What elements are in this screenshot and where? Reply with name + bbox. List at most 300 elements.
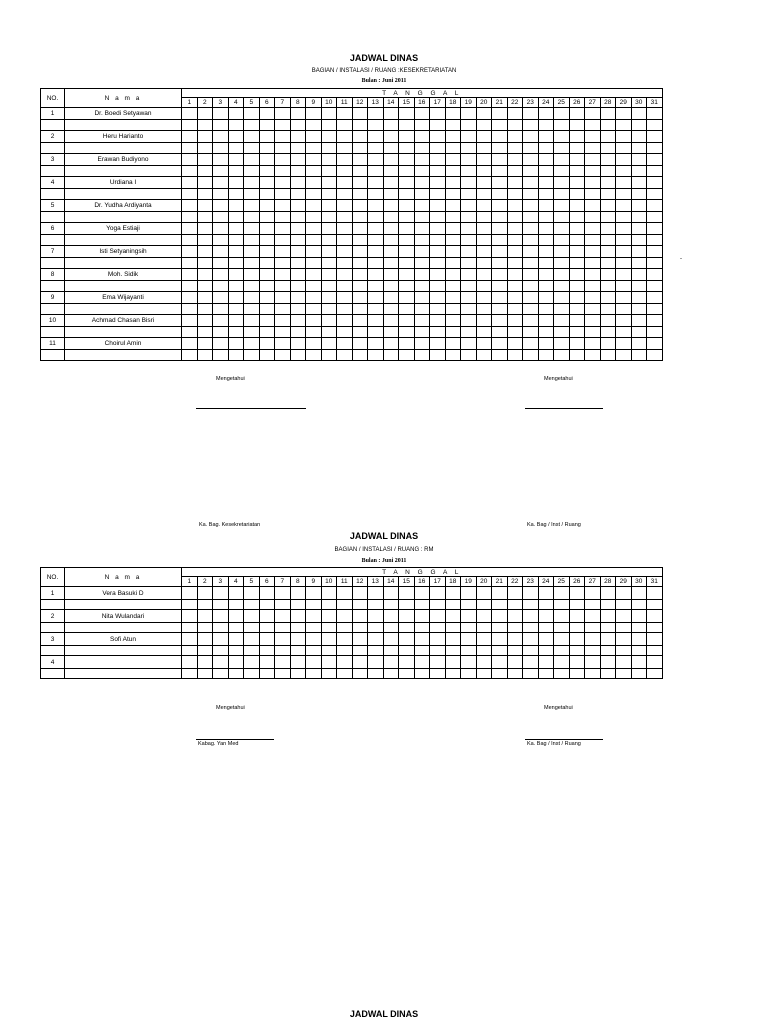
schedule-cell[interactable] xyxy=(352,315,368,327)
schedule-cell[interactable] xyxy=(321,246,337,258)
schedule-cell[interactable] xyxy=(306,154,322,166)
schedule-cell[interactable] xyxy=(647,338,663,350)
schedule-cell[interactable] xyxy=(569,177,585,189)
schedule-cell[interactable] xyxy=(275,154,291,166)
schedule-cell[interactable] xyxy=(600,223,616,235)
schedule-cell[interactable] xyxy=(337,223,353,235)
schedule-cell[interactable] xyxy=(213,338,229,350)
schedule-cell[interactable] xyxy=(290,656,306,669)
schedule-cell[interactable] xyxy=(600,338,616,350)
schedule-cell[interactable] xyxy=(197,610,213,623)
schedule-cell[interactable] xyxy=(600,587,616,600)
schedule-cell[interactable] xyxy=(631,177,647,189)
schedule-cell[interactable] xyxy=(523,338,539,350)
schedule-cell[interactable] xyxy=(616,338,632,350)
schedule-cell[interactable] xyxy=(306,269,322,281)
schedule-cell[interactable] xyxy=(213,177,229,189)
schedule-cell[interactable] xyxy=(197,656,213,669)
schedule-cell[interactable] xyxy=(414,315,430,327)
schedule-cell[interactable] xyxy=(321,587,337,600)
schedule-cell[interactable] xyxy=(492,587,508,600)
schedule-cell[interactable] xyxy=(616,131,632,143)
schedule-cell[interactable] xyxy=(337,177,353,189)
schedule-cell[interactable] xyxy=(399,154,415,166)
schedule-cell[interactable] xyxy=(383,656,399,669)
schedule-cell[interactable] xyxy=(368,177,384,189)
schedule-cell[interactable] xyxy=(197,315,213,327)
schedule-cell[interactable] xyxy=(352,292,368,304)
schedule-cell[interactable] xyxy=(523,315,539,327)
schedule-cell[interactable] xyxy=(445,633,461,646)
schedule-cell[interactable] xyxy=(213,223,229,235)
schedule-cell[interactable] xyxy=(399,246,415,258)
schedule-cell[interactable] xyxy=(538,315,554,327)
schedule-cell[interactable] xyxy=(523,587,539,600)
schedule-cell[interactable] xyxy=(259,131,275,143)
schedule-cell[interactable] xyxy=(414,587,430,600)
schedule-cell[interactable] xyxy=(616,154,632,166)
schedule-cell[interactable] xyxy=(538,269,554,281)
schedule-cell[interactable] xyxy=(352,656,368,669)
schedule-cell[interactable] xyxy=(383,587,399,600)
schedule-cell[interactable] xyxy=(306,131,322,143)
schedule-cell[interactable] xyxy=(321,223,337,235)
schedule-cell[interactable] xyxy=(476,610,492,623)
schedule-cell[interactable] xyxy=(352,269,368,281)
schedule-cell[interactable] xyxy=(554,154,570,166)
schedule-cell[interactable] xyxy=(197,108,213,120)
schedule-cell[interactable] xyxy=(430,315,446,327)
schedule-cell[interactable] xyxy=(290,223,306,235)
schedule-cell[interactable] xyxy=(554,177,570,189)
schedule-cell[interactable] xyxy=(228,223,244,235)
schedule-cell[interactable] xyxy=(352,131,368,143)
schedule-cell[interactable] xyxy=(275,223,291,235)
schedule-cell[interactable] xyxy=(492,292,508,304)
schedule-cell[interactable] xyxy=(321,177,337,189)
schedule-cell[interactable] xyxy=(259,154,275,166)
schedule-cell[interactable] xyxy=(430,587,446,600)
schedule-cell[interactable] xyxy=(383,177,399,189)
schedule-cell[interactable] xyxy=(275,246,291,258)
schedule-cell[interactable] xyxy=(554,610,570,623)
schedule-cell[interactable] xyxy=(244,246,260,258)
schedule-cell[interactable] xyxy=(631,587,647,600)
schedule-cell[interactable] xyxy=(585,338,601,350)
schedule-cell[interactable] xyxy=(492,269,508,281)
schedule-cell[interactable] xyxy=(244,292,260,304)
schedule-cell[interactable] xyxy=(321,656,337,669)
schedule-cell[interactable] xyxy=(616,246,632,258)
schedule-cell[interactable] xyxy=(430,610,446,623)
schedule-cell[interactable] xyxy=(430,633,446,646)
schedule-cell[interactable] xyxy=(445,315,461,327)
schedule-cell[interactable] xyxy=(430,656,446,669)
schedule-cell[interactable] xyxy=(647,292,663,304)
schedule-cell[interactable] xyxy=(461,315,477,327)
schedule-cell[interactable] xyxy=(616,315,632,327)
schedule-cell[interactable] xyxy=(616,656,632,669)
schedule-cell[interactable] xyxy=(306,633,322,646)
schedule-cell[interactable] xyxy=(399,131,415,143)
schedule-cell[interactable] xyxy=(414,656,430,669)
schedule-cell[interactable] xyxy=(182,200,198,212)
schedule-cell[interactable] xyxy=(647,177,663,189)
schedule-cell[interactable] xyxy=(244,269,260,281)
schedule-cell[interactable] xyxy=(554,338,570,350)
schedule-cell[interactable] xyxy=(569,587,585,600)
schedule-cell[interactable] xyxy=(399,292,415,304)
schedule-cell[interactable] xyxy=(197,154,213,166)
schedule-cell[interactable] xyxy=(399,108,415,120)
schedule-cell[interactable] xyxy=(569,610,585,623)
schedule-cell[interactable] xyxy=(244,656,260,669)
schedule-cell[interactable] xyxy=(228,656,244,669)
schedule-cell[interactable] xyxy=(259,269,275,281)
schedule-cell[interactable] xyxy=(445,177,461,189)
schedule-cell[interactable] xyxy=(399,338,415,350)
schedule-cell[interactable] xyxy=(461,177,477,189)
schedule-cell[interactable] xyxy=(445,154,461,166)
schedule-cell[interactable] xyxy=(585,177,601,189)
schedule-cell[interactable] xyxy=(523,633,539,646)
schedule-cell[interactable] xyxy=(182,587,198,600)
schedule-cell[interactable] xyxy=(600,315,616,327)
schedule-cell[interactable] xyxy=(275,131,291,143)
schedule-cell[interactable] xyxy=(569,223,585,235)
schedule-cell[interactable] xyxy=(554,131,570,143)
schedule-cell[interactable] xyxy=(383,246,399,258)
schedule-cell[interactable] xyxy=(631,315,647,327)
schedule-cell[interactable] xyxy=(182,315,198,327)
schedule-cell[interactable] xyxy=(368,223,384,235)
schedule-cell[interactable] xyxy=(476,292,492,304)
schedule-cell[interactable] xyxy=(197,292,213,304)
schedule-cell[interactable] xyxy=(523,131,539,143)
schedule-cell[interactable] xyxy=(383,610,399,623)
schedule-cell[interactable] xyxy=(414,200,430,212)
schedule-cell[interactable] xyxy=(538,610,554,623)
schedule-cell[interactable] xyxy=(631,200,647,212)
schedule-cell[interactable] xyxy=(461,587,477,600)
schedule-cell[interactable] xyxy=(306,610,322,623)
schedule-cell[interactable] xyxy=(445,269,461,281)
schedule-cell[interactable] xyxy=(182,246,198,258)
schedule-cell[interactable] xyxy=(507,200,523,212)
schedule-cell[interactable] xyxy=(182,338,198,350)
schedule-cell[interactable] xyxy=(259,200,275,212)
schedule-cell[interactable] xyxy=(631,656,647,669)
schedule-cell[interactable] xyxy=(213,200,229,212)
schedule-cell[interactable] xyxy=(414,154,430,166)
schedule-cell[interactable] xyxy=(492,108,508,120)
schedule-cell[interactable] xyxy=(461,633,477,646)
schedule-cell[interactable] xyxy=(259,610,275,623)
schedule-cell[interactable] xyxy=(259,177,275,189)
schedule-cell[interactable] xyxy=(647,315,663,327)
schedule-cell[interactable] xyxy=(538,587,554,600)
schedule-cell[interactable] xyxy=(616,177,632,189)
schedule-cell[interactable] xyxy=(492,315,508,327)
schedule-cell[interactable] xyxy=(321,292,337,304)
schedule-cell[interactable] xyxy=(290,315,306,327)
schedule-cell[interactable] xyxy=(631,292,647,304)
schedule-cell[interactable] xyxy=(213,246,229,258)
schedule-cell[interactable] xyxy=(275,108,291,120)
schedule-cell[interactable] xyxy=(461,154,477,166)
schedule-cell[interactable] xyxy=(569,338,585,350)
schedule-cell[interactable] xyxy=(538,154,554,166)
schedule-cell[interactable] xyxy=(476,223,492,235)
schedule-cell[interactable] xyxy=(631,154,647,166)
schedule-cell[interactable] xyxy=(321,315,337,327)
schedule-cell[interactable] xyxy=(213,587,229,600)
schedule-cell[interactable] xyxy=(275,315,291,327)
schedule-cell[interactable] xyxy=(507,587,523,600)
schedule-cell[interactable] xyxy=(228,108,244,120)
schedule-cell[interactable] xyxy=(569,656,585,669)
schedule-cell[interactable] xyxy=(244,587,260,600)
schedule-cell[interactable] xyxy=(492,246,508,258)
schedule-cell[interactable] xyxy=(352,587,368,600)
schedule-cell[interactable] xyxy=(430,246,446,258)
schedule-cell[interactable] xyxy=(352,108,368,120)
schedule-cell[interactable] xyxy=(523,292,539,304)
schedule-cell[interactable] xyxy=(616,292,632,304)
schedule-cell[interactable] xyxy=(213,610,229,623)
schedule-cell[interactable] xyxy=(228,633,244,646)
schedule-cell[interactable] xyxy=(337,269,353,281)
schedule-cell[interactable] xyxy=(600,610,616,623)
schedule-cell[interactable] xyxy=(507,315,523,327)
schedule-cell[interactable] xyxy=(631,223,647,235)
schedule-cell[interactable] xyxy=(647,223,663,235)
schedule-cell[interactable] xyxy=(461,338,477,350)
schedule-cell[interactable] xyxy=(244,131,260,143)
schedule-cell[interactable] xyxy=(182,154,198,166)
schedule-cell[interactable] xyxy=(523,200,539,212)
schedule-cell[interactable] xyxy=(399,633,415,646)
schedule-cell[interactable] xyxy=(600,269,616,281)
schedule-cell[interactable] xyxy=(182,610,198,623)
schedule-cell[interactable] xyxy=(352,223,368,235)
schedule-cell[interactable] xyxy=(492,656,508,669)
schedule-cell[interactable] xyxy=(337,610,353,623)
schedule-cell[interactable] xyxy=(352,633,368,646)
schedule-cell[interactable] xyxy=(569,200,585,212)
schedule-cell[interactable] xyxy=(523,246,539,258)
schedule-cell[interactable] xyxy=(197,131,213,143)
schedule-cell[interactable] xyxy=(507,246,523,258)
schedule-cell[interactable] xyxy=(507,292,523,304)
schedule-cell[interactable] xyxy=(290,200,306,212)
schedule-cell[interactable] xyxy=(290,587,306,600)
schedule-cell[interactable] xyxy=(228,338,244,350)
schedule-cell[interactable] xyxy=(383,338,399,350)
schedule-cell[interactable] xyxy=(554,633,570,646)
schedule-cell[interactable] xyxy=(631,246,647,258)
schedule-cell[interactable] xyxy=(445,108,461,120)
schedule-cell[interactable] xyxy=(228,200,244,212)
schedule-cell[interactable] xyxy=(306,315,322,327)
schedule-cell[interactable] xyxy=(569,108,585,120)
schedule-cell[interactable] xyxy=(585,200,601,212)
schedule-cell[interactable] xyxy=(647,131,663,143)
schedule-cell[interactable] xyxy=(414,338,430,350)
schedule-cell[interactable] xyxy=(523,177,539,189)
schedule-cell[interactable] xyxy=(275,177,291,189)
schedule-cell[interactable] xyxy=(197,269,213,281)
schedule-cell[interactable] xyxy=(383,223,399,235)
schedule-cell[interactable] xyxy=(228,269,244,281)
schedule-cell[interactable] xyxy=(228,246,244,258)
schedule-cell[interactable] xyxy=(414,292,430,304)
schedule-cell[interactable] xyxy=(631,269,647,281)
schedule-cell[interactable] xyxy=(414,269,430,281)
schedule-cell[interactable] xyxy=(554,108,570,120)
schedule-cell[interactable] xyxy=(430,269,446,281)
schedule-cell[interactable] xyxy=(523,269,539,281)
schedule-cell[interactable] xyxy=(461,246,477,258)
schedule-cell[interactable] xyxy=(259,587,275,600)
schedule-cell[interactable] xyxy=(399,656,415,669)
schedule-cell[interactable] xyxy=(182,292,198,304)
schedule-cell[interactable] xyxy=(306,338,322,350)
schedule-cell[interactable] xyxy=(306,108,322,120)
schedule-cell[interactable] xyxy=(430,200,446,212)
schedule-cell[interactable] xyxy=(523,610,539,623)
schedule-cell[interactable] xyxy=(554,292,570,304)
schedule-cell[interactable] xyxy=(430,338,446,350)
schedule-cell[interactable] xyxy=(492,200,508,212)
schedule-cell[interactable] xyxy=(399,200,415,212)
schedule-cell[interactable] xyxy=(569,269,585,281)
schedule-cell[interactable] xyxy=(306,292,322,304)
schedule-cell[interactable] xyxy=(476,200,492,212)
schedule-cell[interactable] xyxy=(321,633,337,646)
schedule-cell[interactable] xyxy=(507,338,523,350)
schedule-cell[interactable] xyxy=(399,610,415,623)
schedule-cell[interactable] xyxy=(569,315,585,327)
schedule-cell[interactable] xyxy=(306,223,322,235)
schedule-cell[interactable] xyxy=(461,656,477,669)
schedule-cell[interactable] xyxy=(414,108,430,120)
schedule-cell[interactable] xyxy=(476,633,492,646)
schedule-cell[interactable] xyxy=(321,131,337,143)
schedule-cell[interactable] xyxy=(337,154,353,166)
schedule-cell[interactable] xyxy=(430,292,446,304)
schedule-cell[interactable] xyxy=(445,131,461,143)
schedule-cell[interactable] xyxy=(507,633,523,646)
schedule-cell[interactable] xyxy=(616,633,632,646)
schedule-cell[interactable] xyxy=(569,131,585,143)
schedule-cell[interactable] xyxy=(538,633,554,646)
schedule-cell[interactable] xyxy=(290,338,306,350)
schedule-cell[interactable] xyxy=(430,177,446,189)
schedule-cell[interactable] xyxy=(290,177,306,189)
schedule-cell[interactable] xyxy=(182,131,198,143)
schedule-cell[interactable] xyxy=(352,610,368,623)
schedule-cell[interactable] xyxy=(616,587,632,600)
schedule-cell[interactable] xyxy=(445,292,461,304)
schedule-cell[interactable] xyxy=(306,177,322,189)
schedule-cell[interactable] xyxy=(321,338,337,350)
schedule-cell[interactable] xyxy=(337,656,353,669)
schedule-cell[interactable] xyxy=(600,656,616,669)
schedule-cell[interactable] xyxy=(492,223,508,235)
schedule-cell[interactable] xyxy=(290,131,306,143)
schedule-cell[interactable] xyxy=(414,223,430,235)
schedule-cell[interactable] xyxy=(259,108,275,120)
schedule-cell[interactable] xyxy=(616,200,632,212)
schedule-cell[interactable] xyxy=(538,200,554,212)
schedule-cell[interactable] xyxy=(647,587,663,600)
schedule-cell[interactable] xyxy=(383,131,399,143)
schedule-cell[interactable] xyxy=(414,246,430,258)
schedule-cell[interactable] xyxy=(476,338,492,350)
schedule-cell[interactable] xyxy=(538,338,554,350)
schedule-cell[interactable] xyxy=(600,292,616,304)
schedule-cell[interactable] xyxy=(275,656,291,669)
schedule-cell[interactable] xyxy=(523,108,539,120)
schedule-cell[interactable] xyxy=(259,633,275,646)
schedule-cell[interactable] xyxy=(182,177,198,189)
schedule-cell[interactable] xyxy=(647,610,663,623)
schedule-cell[interactable] xyxy=(275,587,291,600)
schedule-cell[interactable] xyxy=(228,154,244,166)
schedule-cell[interactable] xyxy=(414,131,430,143)
schedule-cell[interactable] xyxy=(631,633,647,646)
schedule-cell[interactable] xyxy=(600,633,616,646)
schedule-cell[interactable] xyxy=(585,656,601,669)
schedule-cell[interactable] xyxy=(631,131,647,143)
schedule-cell[interactable] xyxy=(616,269,632,281)
schedule-cell[interactable] xyxy=(368,292,384,304)
schedule-cell[interactable] xyxy=(585,154,601,166)
schedule-cell[interactable] xyxy=(275,610,291,623)
schedule-cell[interactable] xyxy=(585,587,601,600)
schedule-cell[interactable] xyxy=(368,315,384,327)
schedule-cell[interactable] xyxy=(600,108,616,120)
schedule-cell[interactable] xyxy=(631,338,647,350)
schedule-cell[interactable] xyxy=(569,154,585,166)
schedule-cell[interactable] xyxy=(228,292,244,304)
schedule-cell[interactable] xyxy=(445,338,461,350)
schedule-cell[interactable] xyxy=(631,108,647,120)
schedule-cell[interactable] xyxy=(538,131,554,143)
schedule-cell[interactable] xyxy=(414,610,430,623)
schedule-cell[interactable] xyxy=(197,177,213,189)
schedule-cell[interactable] xyxy=(538,292,554,304)
schedule-cell[interactable] xyxy=(368,131,384,143)
schedule-cell[interactable] xyxy=(290,633,306,646)
schedule-cell[interactable] xyxy=(213,269,229,281)
schedule-cell[interactable] xyxy=(585,610,601,623)
schedule-cell[interactable] xyxy=(461,610,477,623)
schedule-cell[interactable] xyxy=(538,108,554,120)
schedule-cell[interactable] xyxy=(430,223,446,235)
schedule-cell[interactable] xyxy=(352,246,368,258)
schedule-cell[interactable] xyxy=(538,177,554,189)
schedule-cell[interactable] xyxy=(554,246,570,258)
schedule-cell[interactable] xyxy=(383,292,399,304)
schedule-cell[interactable] xyxy=(647,633,663,646)
schedule-cell[interactable] xyxy=(368,633,384,646)
schedule-cell[interactable] xyxy=(213,633,229,646)
schedule-cell[interactable] xyxy=(383,154,399,166)
schedule-cell[interactable] xyxy=(275,633,291,646)
schedule-cell[interactable] xyxy=(290,610,306,623)
